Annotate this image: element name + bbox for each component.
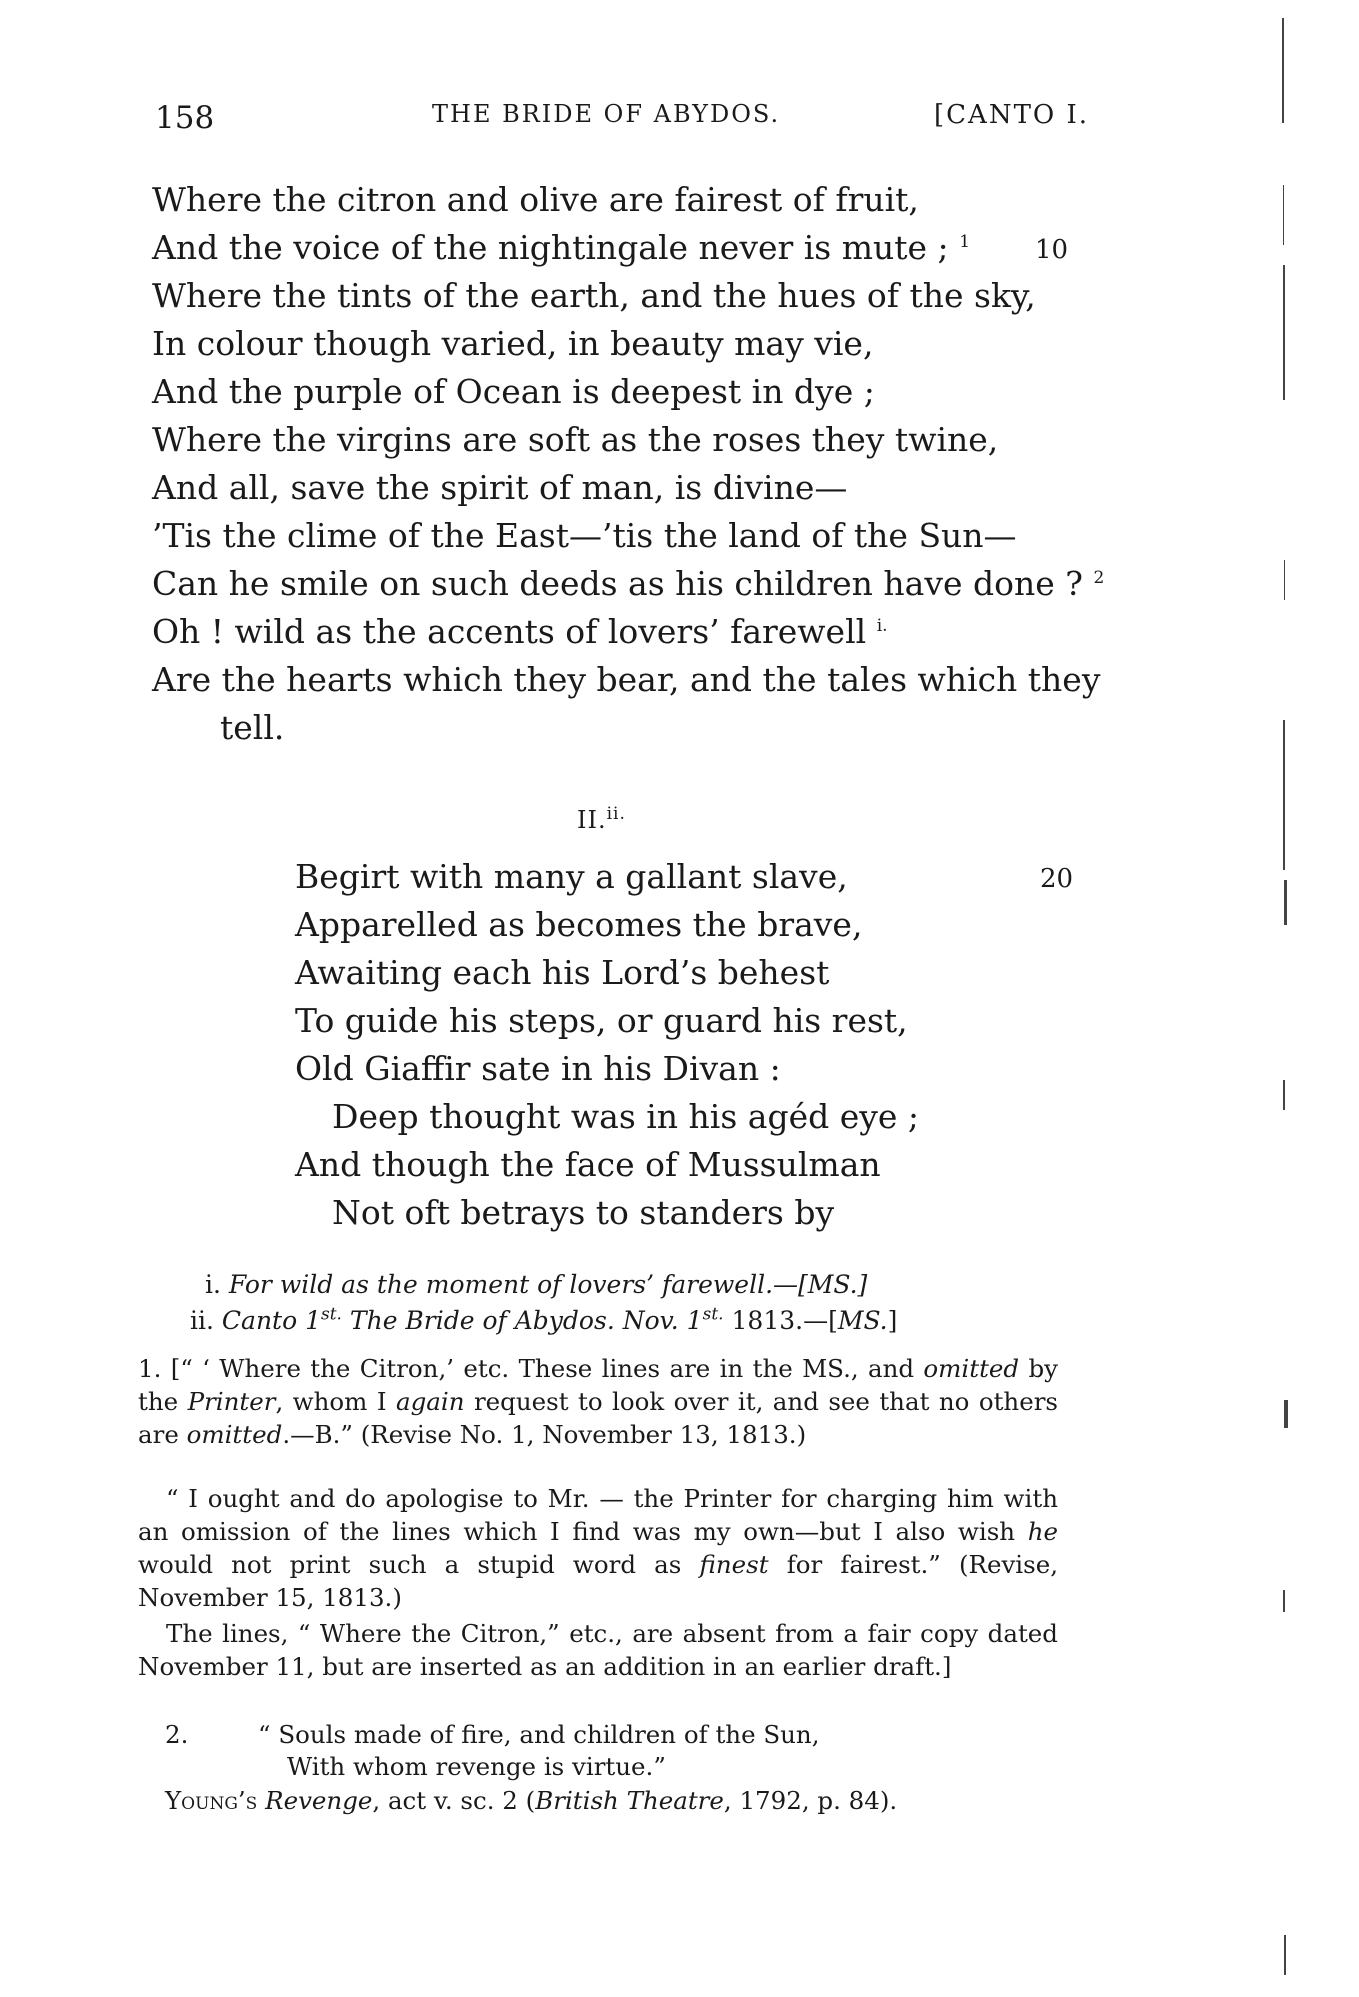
scan-edge-mark bbox=[1283, 185, 1284, 245]
footnote-text: , 1792, p. 84). bbox=[723, 1786, 898, 1815]
variant-number: ii. bbox=[190, 1306, 214, 1335]
section-heading bbox=[577, 806, 626, 834]
footnote-text: by the bbox=[138, 1354, 1058, 1416]
footnote-1-para-3: The lines, “ Where the Citron,” etc., are absent from a fair copy dated November 11, but are inserted as an addition in an earlier draft.] bbox=[138, 1619, 1058, 1681]
variant-number: i. bbox=[205, 1270, 221, 1299]
variant-text: 1813.—[ bbox=[723, 1306, 838, 1335]
running-title: THE BRIDE OF ABYDOS. bbox=[432, 100, 781, 128]
footnote-text: .—B.” (Revise No. 1, November 13, 1813.) bbox=[282, 1420, 807, 1449]
variant-text: Canto 1 bbox=[221, 1306, 321, 1335]
footnote-mark: 1 bbox=[959, 232, 971, 252]
footnote-text: Revenge bbox=[265, 1786, 373, 1815]
verse-line: Where the citron and olive are fairest of fruit, bbox=[152, 180, 919, 219]
scan-edge-mark bbox=[1282, 18, 1284, 123]
footnote-text: Young’s bbox=[165, 1786, 258, 1815]
verse-line: Apparelled as becomes the brave, bbox=[295, 905, 863, 944]
verse-line: Not oft betrays to standers by bbox=[332, 1193, 835, 1232]
footnote-text: request to look over it, and see that no others are bbox=[138, 1387, 1058, 1449]
footnote-text: omitted bbox=[186, 1420, 283, 1449]
scan-edge-mark bbox=[1284, 1935, 1286, 1975]
canto-label: [CANTO I. bbox=[934, 100, 1090, 130]
footnote-text: he bbox=[1027, 1517, 1058, 1546]
verse-line-text: Can he smile on such deeds as his children have done ? bbox=[152, 564, 1083, 603]
verse-line: Deep thought was in his agéd eye ; bbox=[332, 1097, 920, 1136]
variant-reading bbox=[205, 1268, 867, 1301]
section-numeral: II. bbox=[577, 806, 607, 834]
verse-line: In colour though varied, in beauty may vie, bbox=[152, 324, 874, 363]
verse-line: Begirt with many a gallant slave, bbox=[295, 857, 848, 896]
scan-edge-mark bbox=[1284, 880, 1287, 925]
footnote-number: 2. bbox=[165, 1720, 189, 1749]
scan-edge-mark bbox=[1283, 265, 1285, 400]
footnote-mark: 2 bbox=[1093, 568, 1105, 588]
line-number: 20 bbox=[1040, 864, 1074, 894]
verse-line: Old Giaffir sate in his Divan : bbox=[295, 1049, 781, 1088]
verse-line: Where the virgins are soft as the roses they twine, bbox=[152, 420, 999, 459]
variant-mark: i. bbox=[876, 616, 888, 636]
verse-line-text: Oh ! wild as the accents of lovers’ farewell bbox=[152, 612, 867, 651]
footnote-text: , act v. sc. 2 ( bbox=[372, 1786, 536, 1815]
verse-line-runover: tell. bbox=[220, 708, 285, 747]
footnote-text: for fairest.” (Revise, November 15, 1813.) bbox=[138, 1550, 1058, 1612]
variant-text: The Bride of Abydos. Nov. 1 bbox=[341, 1306, 703, 1335]
variant-reading bbox=[190, 1304, 897, 1337]
variant-mark: ii. bbox=[606, 804, 626, 824]
verse-line: And though the face of Mussulman bbox=[295, 1145, 881, 1184]
footnote-text: omitted bbox=[923, 1354, 1020, 1383]
verse-line-text: And the voice of the nightingale never is mute ; bbox=[152, 228, 949, 267]
footnote-1-para-2 bbox=[138, 1482, 1058, 1614]
superscript: st. bbox=[702, 1304, 724, 1325]
page-number: 158 bbox=[155, 100, 215, 136]
variant-text: ] bbox=[887, 1306, 898, 1335]
scan-edge-mark bbox=[1283, 720, 1285, 870]
footnote-text: 1. [“ ‘ Where the Citron,’ etc. These lines are in the MS., and bbox=[138, 1354, 924, 1383]
superscript: st. bbox=[321, 1304, 342, 1325]
footnote-text: “ I ought and do apologise to Mr. — the Printer for charging him with an omission of the lines which I find was my own—but I also wish bbox=[138, 1484, 1058, 1546]
scan-edge-mark bbox=[1284, 1400, 1288, 1428]
footnote-text: finest bbox=[699, 1550, 769, 1579]
verse-line: Are the hearts which they bear, and the tales which they bbox=[152, 660, 1101, 699]
scan-edge-mark bbox=[1283, 1590, 1285, 1612]
footnote-source bbox=[165, 1784, 897, 1817]
scan-edge-mark bbox=[1283, 1080, 1285, 1110]
verse-line bbox=[152, 224, 970, 272]
variant-text: For wild as the moment of lovers’ farewell.—[MS.] bbox=[228, 1270, 868, 1299]
variant-text: MS. bbox=[837, 1306, 888, 1335]
verse-line: ’Tis the clime of the East—’tis the land of the Sun— bbox=[152, 516, 1017, 555]
footnote-quote-line: With whom revenge is virtue.” bbox=[287, 1752, 666, 1781]
verse-line: And the purple of Ocean is deepest in dye ; bbox=[152, 372, 875, 411]
verse-line bbox=[152, 608, 888, 656]
footnote-text: Printer bbox=[187, 1387, 276, 1416]
verse-line: To guide his steps, or guard his rest, bbox=[295, 1001, 908, 1040]
verse-line: And all, save the spirit of man, is divine— bbox=[152, 468, 848, 507]
footnote-text: again bbox=[395, 1387, 465, 1416]
verse-line: Where the tints of the earth, and the hues of the sky, bbox=[152, 276, 1036, 315]
footnote-quote-line: “ Souls made of fire, and children of the Sun, bbox=[258, 1720, 820, 1749]
verse-line: Awaiting each his Lord’s behest bbox=[295, 953, 830, 992]
footnote-1-para-1 bbox=[138, 1352, 1058, 1451]
footnote-text: would not print such a stupid word as bbox=[138, 1550, 700, 1579]
scan-edge-mark bbox=[1284, 560, 1285, 600]
line-number: 10 bbox=[1035, 235, 1069, 265]
verse-line bbox=[152, 560, 1104, 608]
footnote-text: , whom I bbox=[275, 1387, 396, 1416]
footnote-text: British Theatre bbox=[535, 1786, 724, 1815]
